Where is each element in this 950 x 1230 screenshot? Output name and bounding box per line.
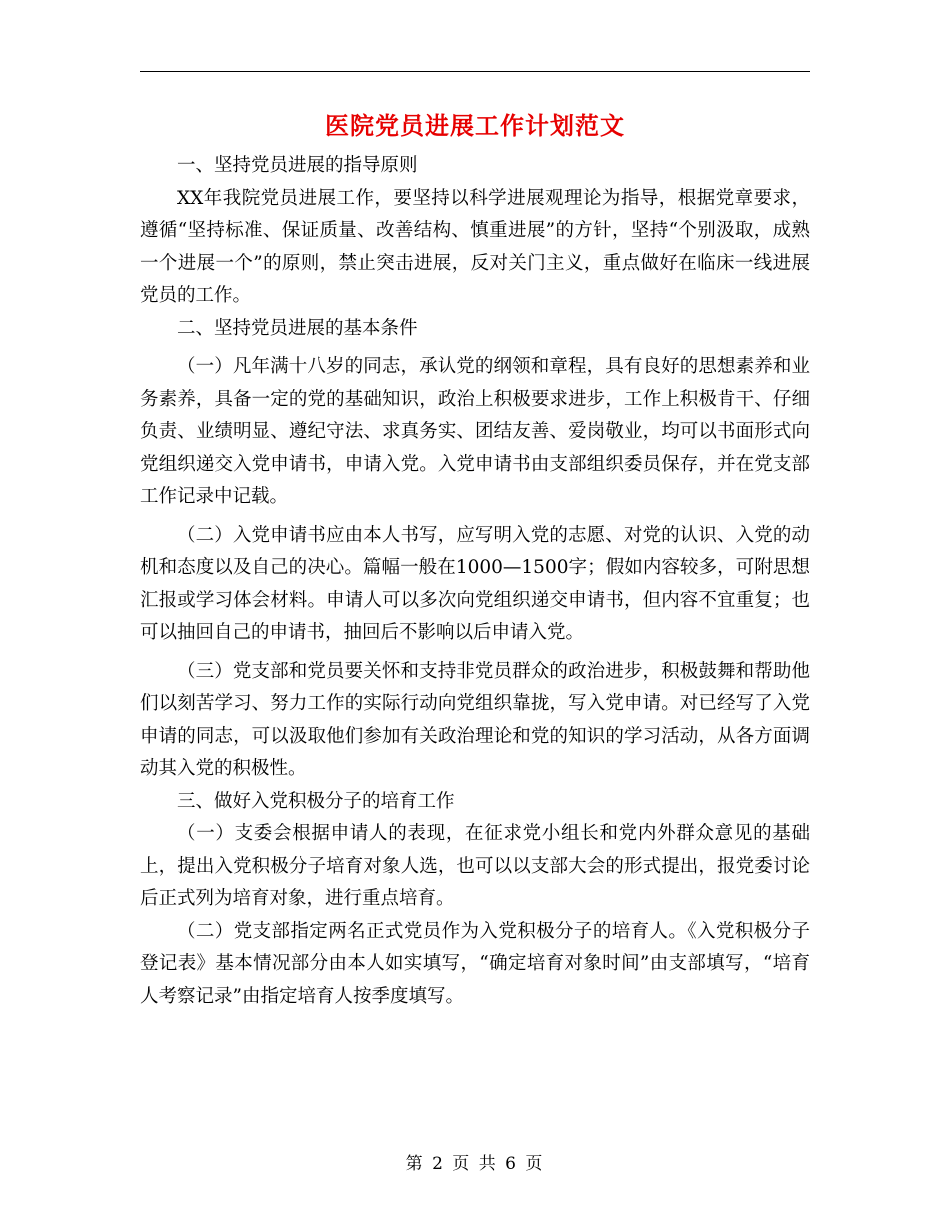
body-paragraph-2: （一）凡年满十八岁的同志，承认党的纲领和章程，具有良好的思想素养和业务素养，具备一定的党的基础知识，政治上积极要求进步，工作上积极肯干、仔细负责、业绩明显、遵纪守法、求真务实、团结友善、爱岗敬业，均可以书面形式向党组织递交入党申请书，申请入党。入党申请书由支部组织委员保存，并在党支部工作记录中记载。 — [140, 356, 810, 507]
section-heading-3: 三、做好入党积极分子的培育工作 — [177, 790, 455, 812]
body-paragraph-6: （二）党支部指定两名正式党员作为入党积极分子的培育人。《入党积极分子登记表》基本情况部分由本人如实填写，“确定培育对象时间”由支部填写，“培育人考察记录”由指定培育人按季度填写。 — [140, 920, 810, 1007]
section-heading-1: 一、坚持党员进展的指导原则 — [177, 155, 418, 176]
header-rule — [140, 71, 810, 72]
document-title: 医院党员进展工作计划范文 — [325, 111, 625, 140]
body-paragraph-1: XX年我院党员进展工作，要坚持以科学进展观理论为指导，根据党章要求，遵循“坚持标准、保证质量、改善结构、慎重进展”的方针，坚持“个别汲取，成熟一个进展一个”的原则，禁止突击进展，反对关门主义，重点做好在临床一线进展党员的工作。 — [140, 187, 810, 306]
page-number-footer: 第 2 页 共 6 页 — [405, 1154, 545, 1174]
body-paragraph-3: （二）入党申请书应由本人书写，应写明入党的志愿、对党的认识、入党的动机和态度以及自己的决心。篇幅一般在1000—1500字；假如内容较多，可附思想汇报或学习体会材料。申请人可以多次向党组织递交申请书，但内容不宜重复；也可以抽回自己的申请书，抽回后不影响以后申请入党。 — [140, 524, 810, 643]
body-paragraph-4: （三）党支部和党员要关怀和支持非党员群众的政治进步，积极鼓舞和帮助他们以刻苦学习、努力工作的实际行动向党组织靠拢，写入党申请。对已经写了入党申请的同志，可以汲取他们参加有关政治理论和党的知识的学习活动，从各方面调动其入党的积极性。 — [140, 660, 810, 779]
document-body — [140, 150, 810, 1013]
body-paragraph-5: （一）支委会根据申请人的表现，在征求党小组长和党内外群众意见的基础上，提出入党积极分子培育对象人选，也可以以支部大会的形式提出，报党委讨论后正式列为培育对象，进行重点培育。 — [140, 823, 810, 909]
section-heading-2: 二、坚持党员进展的基本条件 — [177, 317, 418, 339]
